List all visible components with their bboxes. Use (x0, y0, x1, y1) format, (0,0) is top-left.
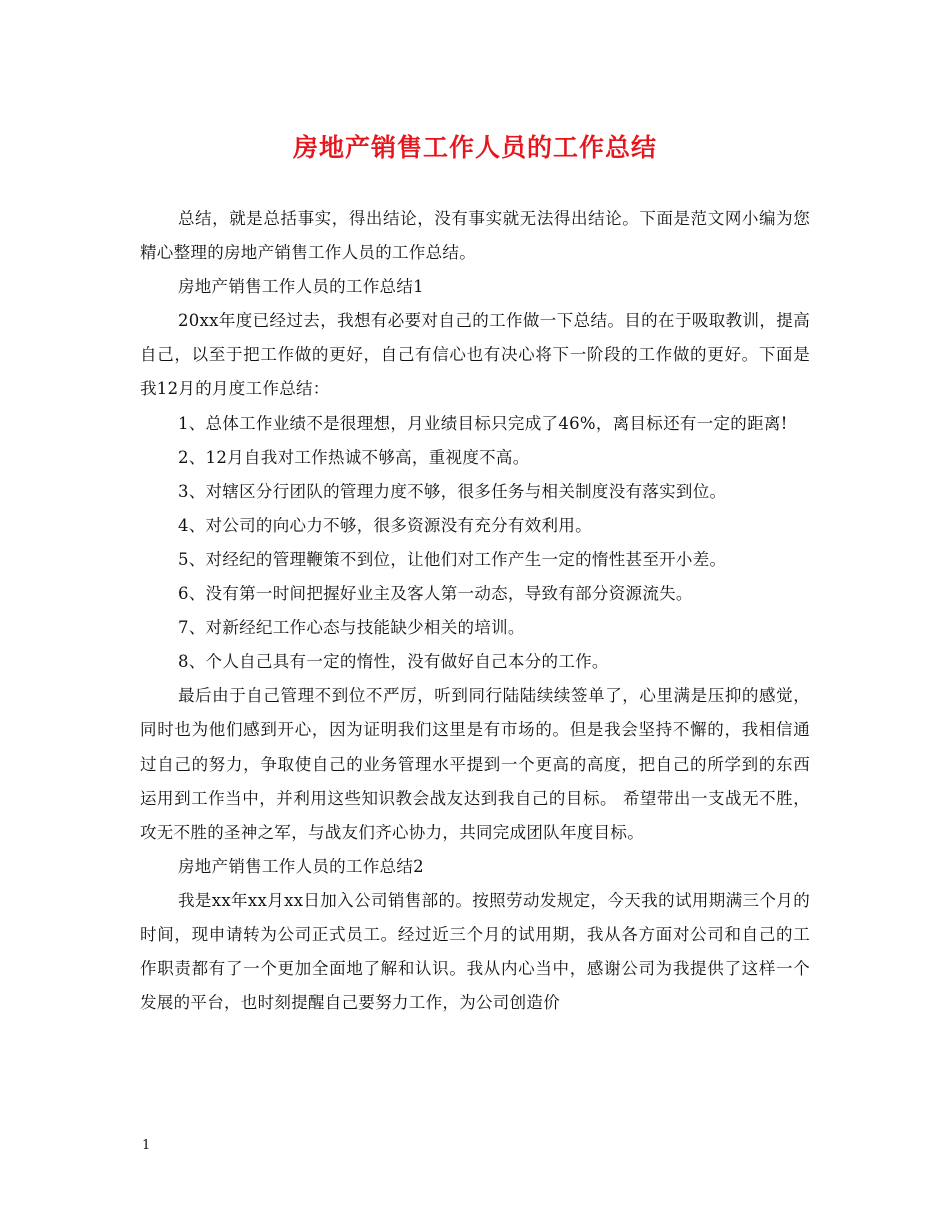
list-item: 4、对公司的向心力不够，很多资源没有充分有效利用。 (177, 515, 592, 535)
list-item: 3、对辖区分行团队的管理力度不够，很多任务与相关制度没有落实到位。 (177, 481, 727, 501)
section-heading-2: 房地产销售工作人员的工作总结2 (177, 856, 424, 876)
list-item: 1、总体工作业绩不是很理想，月业绩目标只完成了46%，离目标还有一定的距离! (177, 413, 788, 433)
document-body (140, 202, 810, 1020)
paragraph-intro: 总结，就是总括事实，得出结论，没有事实就无法得出结论。下面是范文网小编为您精心整理的房地产销售工作人员的工作总结。 (140, 209, 810, 263)
list-item: 7、对新经纪工作心态与技能缺少相关的培训。 (177, 618, 525, 638)
list-item: 5、对经纪的管理鞭策不到位，让他们对工作产生一定的惰性甚至开小差。 (177, 549, 727, 569)
page-number: 1 (142, 1138, 151, 1153)
document-title: 房地产销售工作人员的工作总结 (292, 133, 657, 162)
paragraph: 我是xx年xx月xx日加入公司销售部的。按照劳动发规定，今天我的试用期满三个月的时间，现申请转为公司正式员工。经过近三个月的试用期，我从各方面对公司和自己的工作职责都有了一个更加全面地了解和认识。我从内心当中，感谢公司为我提供了这样一个发展的平台，也时刻提醒自己要努力工作，为公司创造价 (140, 890, 810, 1013)
list-item: 8、个人自己具有一定的惰性，没有做好自己本分的工作。 (177, 652, 609, 672)
section-heading-1: 房地产销售工作人员的工作总结1 (177, 277, 424, 297)
paragraph: 20xx年度已经过去，我想有必要对自己的工作做一下总结。目的在于吸取教训，提高自己，以至于把工作做的更好，自己有信心也有决心将下一阶段的工作做的更好。下面是我12月的月度工作总结： (140, 311, 810, 399)
list-item: 2、12月自我对工作热诚不够高，重视度不高。 (177, 447, 530, 467)
paragraph: 最后由于自己管理不到位不严厉，听到同行陆陆续续签单了，心里满是压抑的感觉，同时也为他们感到开心，因为证明我们这里是有市场的。但是我会坚持不懈的，我相信通过自己的努力，争取使自己的业务管理水平提到一个更高的高度，把自己的所学到的东西运用到工作当中，并利用这些知识教会战友达到我自己的目标。 希望带出一支战无不胜，攻无不胜的圣神之军，与战友们齐心协力，共同完成团队年度目标。 (140, 686, 810, 842)
list-item: 6、没有第一时间把握好业主及客人第一动态，导致有部分资源流失。 (177, 584, 693, 604)
